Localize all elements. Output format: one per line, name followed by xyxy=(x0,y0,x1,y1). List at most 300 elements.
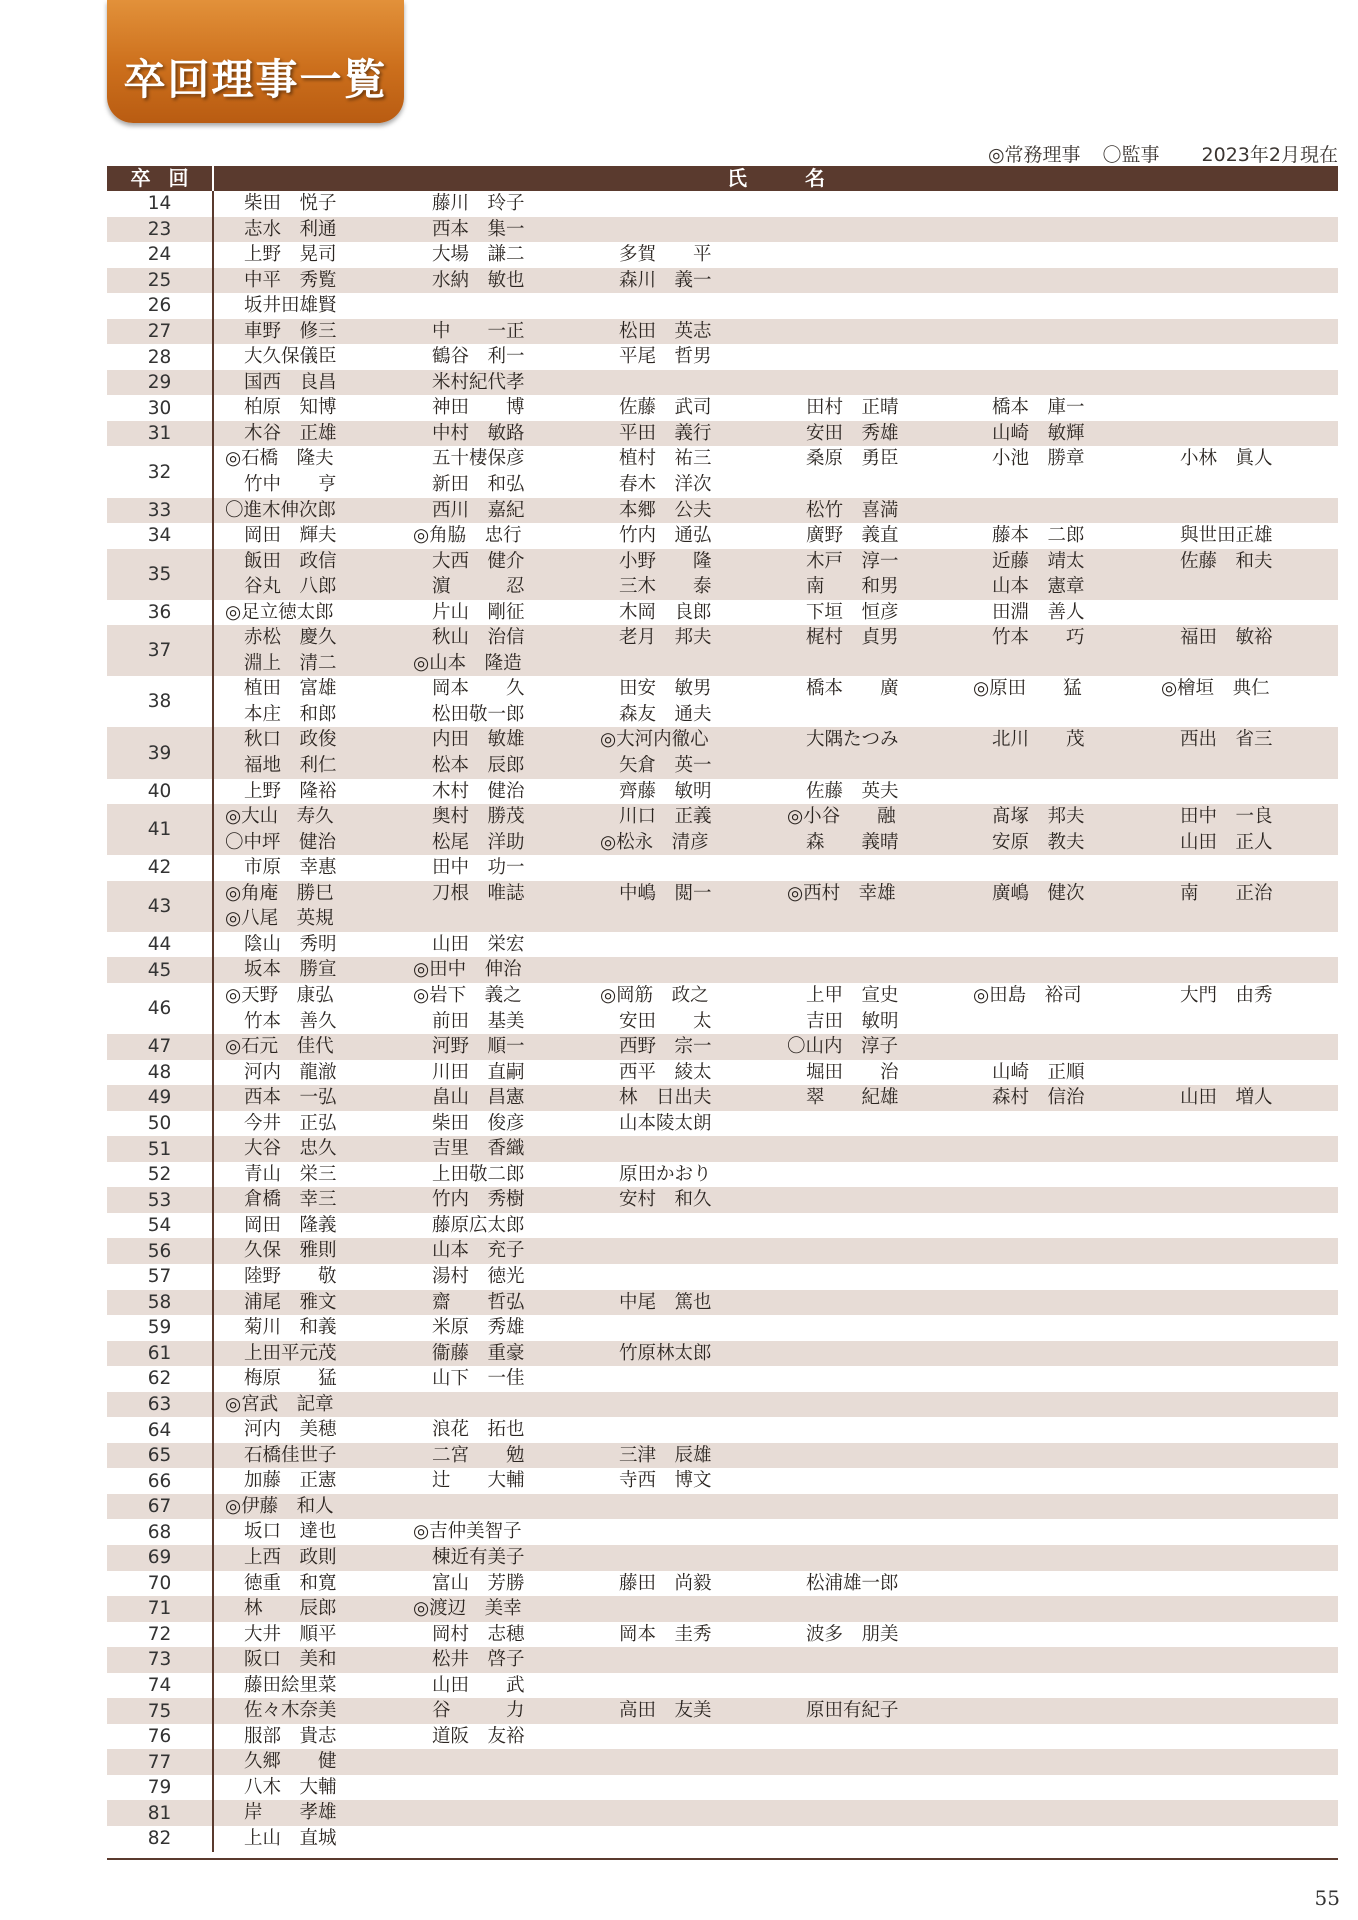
director-name: 淵上 清二 xyxy=(244,652,337,674)
director-name: 谷丸 八郎 xyxy=(244,576,337,598)
names-cell xyxy=(214,983,1338,1034)
director-name: 大隅たつみ xyxy=(806,729,899,751)
director-name: 桑原 勇臣 xyxy=(806,448,899,470)
class-year-cell: 46 xyxy=(107,983,214,1034)
table-row xyxy=(107,855,1338,881)
table-row xyxy=(107,217,1338,243)
class-year-cell: 41 xyxy=(107,804,214,855)
director-name: 植村 祐三 xyxy=(619,448,712,470)
table-row xyxy=(107,1060,1338,1086)
director-name: 木戸 淳一 xyxy=(806,550,899,572)
director-name: 岸 孝雄 xyxy=(244,1802,337,1824)
names-cell xyxy=(214,523,1338,549)
director-name: ◎足立徳太郎 xyxy=(225,601,334,623)
director-name: 川田 直嗣 xyxy=(432,1061,525,1083)
director-name: 柏原 知博 xyxy=(244,397,337,419)
director-name: 竹本 巧 xyxy=(992,627,1085,649)
name-line xyxy=(214,1443,1338,1469)
director-name: 秋口 政俊 xyxy=(244,729,337,751)
director-name: ◎檜垣 典仁 xyxy=(1161,678,1270,700)
director-name: 本郷 公夫 xyxy=(619,499,712,521)
names-cell xyxy=(214,1162,1338,1188)
name-line xyxy=(214,370,1338,396)
director-name: 上甲 宣史 xyxy=(806,984,899,1006)
class-year-cell: 71 xyxy=(107,1596,214,1622)
director-name: 河内 美穂 xyxy=(244,1419,337,1441)
director-name: ◎伊藤 和人 xyxy=(225,1495,334,1517)
director-name: 山崎 敏輝 xyxy=(992,422,1085,444)
class-year-cell: 38 xyxy=(107,676,214,727)
class-year-cell: 32 xyxy=(107,446,214,497)
class-year-cell: 79 xyxy=(107,1775,214,1801)
names-cell xyxy=(214,600,1338,626)
class-year-cell: 68 xyxy=(107,1519,214,1545)
director-name: 三津 辰雄 xyxy=(619,1444,712,1466)
director-name: 植田 富雄 xyxy=(244,678,337,700)
director-name: 山田 増人 xyxy=(1180,1087,1273,1109)
names-cell xyxy=(214,1673,1338,1699)
names-cell xyxy=(214,191,1338,217)
director-name: ◎大山 寿久 xyxy=(225,806,334,828)
class-year-cell: 50 xyxy=(107,1111,214,1137)
name-line xyxy=(214,421,1338,447)
name-line xyxy=(214,217,1338,243)
class-year-cell: 42 xyxy=(107,855,214,881)
director-name: 新田 和弘 xyxy=(432,474,525,496)
name-line xyxy=(214,676,1338,702)
director-name: 鶴谷 利一 xyxy=(432,346,525,368)
names-cell xyxy=(214,217,1338,243)
table-row xyxy=(107,1826,1338,1852)
class-year-cell: 81 xyxy=(107,1800,214,1826)
name-line xyxy=(214,574,1338,600)
director-name: 木谷 正雄 xyxy=(244,422,337,444)
table-row xyxy=(107,523,1338,549)
director-name: 八木 大輔 xyxy=(244,1776,337,1798)
table-row xyxy=(107,1800,1338,1826)
director-name: ◎宮武 記章 xyxy=(225,1393,334,1415)
director-name: 神田 博 xyxy=(432,397,525,419)
name-line xyxy=(214,191,1338,217)
table-row xyxy=(107,1698,1338,1724)
table-row xyxy=(107,1417,1338,1443)
table-row xyxy=(107,1775,1338,1801)
class-year-cell: 66 xyxy=(107,1468,214,1494)
director-name: 西本 一弘 xyxy=(244,1087,337,1109)
director-name: 〇山内 淳子 xyxy=(787,1036,899,1058)
director-name: 原田かおり xyxy=(619,1163,712,1185)
class-year-cell: 51 xyxy=(107,1136,214,1162)
names-cell xyxy=(214,625,1338,676)
director-name: 橋本 庫一 xyxy=(992,397,1085,419)
director-name: 竹原林太郎 xyxy=(619,1342,712,1364)
name-line xyxy=(214,1417,1338,1443)
director-name: 中嶋 閲一 xyxy=(619,882,712,904)
director-name: 坂井田雄賢 xyxy=(244,295,337,317)
page-title: 卒回理事一覧 xyxy=(123,55,388,104)
name-line xyxy=(214,549,1338,575)
table-row xyxy=(107,1519,1338,1545)
names-cell xyxy=(214,1494,1338,1520)
class-year-cell: 65 xyxy=(107,1443,214,1469)
table-row xyxy=(107,268,1338,294)
name-line xyxy=(214,1647,1338,1673)
name-line xyxy=(214,804,1338,830)
class-year-cell: 24 xyxy=(107,242,214,268)
legend xyxy=(988,140,1338,167)
names-cell xyxy=(214,1519,1338,1545)
director-name: 前田 基美 xyxy=(432,1010,525,1032)
names-cell xyxy=(214,1775,1338,1801)
director-name: 畠山 昌憲 xyxy=(432,1087,525,1109)
director-name: 竹本 善久 xyxy=(244,1010,337,1032)
director-name: 衞藤 重豪 xyxy=(432,1342,525,1364)
director-name: 青山 栄三 xyxy=(244,1163,337,1185)
class-year-cell: 69 xyxy=(107,1545,214,1571)
name-line xyxy=(214,344,1338,370)
director-name: 森村 信治 xyxy=(992,1087,1085,1109)
director-name: 高田 友美 xyxy=(619,1700,712,1722)
director-name: 田中 功一 xyxy=(432,857,525,879)
name-line xyxy=(214,472,1338,498)
names-cell xyxy=(214,676,1338,727)
director-name: 陰山 秀明 xyxy=(244,933,337,955)
director-name: 山田 正人 xyxy=(1180,831,1273,853)
director-name: ◎天野 康弘 xyxy=(225,984,334,1006)
director-name: 志水 利通 xyxy=(244,218,337,240)
class-year-cell: 76 xyxy=(107,1724,214,1750)
director-name: 梶村 貞男 xyxy=(806,627,899,649)
class-year-cell: 30 xyxy=(107,395,214,421)
table-row xyxy=(107,1238,1338,1264)
names-cell xyxy=(214,1622,1338,1648)
table-row xyxy=(107,1571,1338,1597)
names-cell xyxy=(214,344,1338,370)
table-row xyxy=(107,549,1338,600)
table-row xyxy=(107,1213,1338,1239)
class-year-cell: 29 xyxy=(107,370,214,396)
table-row xyxy=(107,1647,1338,1673)
table-row xyxy=(107,421,1338,447)
director-name: 米村紀代孝 xyxy=(432,371,525,393)
table-row xyxy=(107,804,1338,855)
director-name: 陸野 敬 xyxy=(244,1265,337,1287)
class-year-cell: 39 xyxy=(107,727,214,778)
class-year-cell: 70 xyxy=(107,1571,214,1597)
table-row xyxy=(107,1545,1338,1571)
director-name: 大久保儀臣 xyxy=(244,346,337,368)
table-row xyxy=(107,1443,1338,1469)
class-year-cell: 58 xyxy=(107,1290,214,1316)
director-name: 山本 憲章 xyxy=(992,576,1085,598)
director-name: 下垣 恒彦 xyxy=(806,601,899,623)
name-line xyxy=(214,1775,1338,1801)
table-row xyxy=(107,932,1338,958)
director-name: 近藤 靖太 xyxy=(992,550,1085,572)
class-year-cell: 62 xyxy=(107,1366,214,1392)
director-name: 加藤 正憲 xyxy=(244,1470,337,1492)
name-line xyxy=(214,881,1338,907)
table-row xyxy=(107,1341,1338,1367)
director-name: ◎田島 裕司 xyxy=(973,984,1082,1006)
class-year-cell: 53 xyxy=(107,1187,214,1213)
director-name: 佐藤 和夫 xyxy=(1180,550,1273,572)
director-name: 竹内 秀樹 xyxy=(432,1189,525,1211)
names-cell xyxy=(214,957,1338,983)
director-name: 安田 太 xyxy=(619,1010,712,1032)
names-cell xyxy=(214,1800,1338,1826)
director-name: 道阪 友裕 xyxy=(432,1725,525,1747)
director-name: ◎西村 幸雄 xyxy=(787,882,896,904)
name-line xyxy=(214,1315,1338,1341)
director-name: 山田 武 xyxy=(432,1674,525,1696)
names-cell xyxy=(214,319,1338,345)
director-name: ◎角庵 勝巳 xyxy=(225,882,334,904)
class-year-cell: 25 xyxy=(107,268,214,294)
names-cell xyxy=(214,1264,1338,1290)
names-cell xyxy=(214,855,1338,881)
class-year-cell: 31 xyxy=(107,421,214,447)
director-name: ◎松永 清彦 xyxy=(600,831,709,853)
class-year-cell: 35 xyxy=(107,549,214,600)
names-cell xyxy=(214,1647,1338,1673)
director-name: 今井 正弘 xyxy=(244,1112,337,1134)
table-row xyxy=(107,727,1338,778)
director-name: 平尾 哲男 xyxy=(619,346,712,368)
name-line xyxy=(214,319,1338,345)
table-row xyxy=(107,1622,1338,1648)
director-name: 田中 一良 xyxy=(1180,806,1273,828)
director-name: 松浦雄一郎 xyxy=(806,1572,899,1594)
director-name: 上山 直城 xyxy=(244,1828,337,1849)
names-cell xyxy=(214,293,1338,319)
director-name: 柴田 悦子 xyxy=(244,193,337,214)
name-line xyxy=(214,702,1338,728)
table-row xyxy=(107,779,1338,805)
table-row xyxy=(107,600,1338,626)
name-line xyxy=(214,1060,1338,1086)
name-line xyxy=(214,1622,1338,1648)
table-row xyxy=(107,1366,1338,1392)
director-name: 水納 敏也 xyxy=(432,269,525,291)
class-year-cell: 56 xyxy=(107,1238,214,1264)
director-name: ◎岩下 義之 xyxy=(413,984,522,1006)
names-cell xyxy=(214,779,1338,805)
director-name: 大場 謙二 xyxy=(432,244,525,266)
director-name: 岡田 輝夫 xyxy=(244,525,337,547)
name-line xyxy=(214,1673,1338,1699)
director-name: 岡村 志穂 xyxy=(432,1623,525,1645)
director-name: 齋 哲弘 xyxy=(432,1291,525,1313)
director-name: 山田 栄宏 xyxy=(432,933,525,955)
director-name: 三木 泰 xyxy=(619,576,712,598)
table-row xyxy=(107,1290,1338,1316)
director-name: 富山 芳勝 xyxy=(432,1572,525,1594)
director-name: 西平 綾太 xyxy=(619,1061,712,1083)
table-row xyxy=(107,1392,1338,1418)
director-name: 久郷 健 xyxy=(244,1751,337,1773)
director-name: 山崎 正順 xyxy=(992,1061,1085,1083)
director-name: 片山 剛征 xyxy=(432,601,525,623)
director-name: 岡田 隆義 xyxy=(244,1214,337,1236)
director-name: 廣野 義直 xyxy=(806,525,899,547)
name-line xyxy=(214,625,1338,651)
director-name: 徳重 和寛 xyxy=(244,1572,337,1594)
director-name: 小池 勝章 xyxy=(992,448,1085,470)
class-year-cell: 74 xyxy=(107,1673,214,1699)
table-row xyxy=(107,1749,1338,1775)
director-name: 上野 晃司 xyxy=(244,244,337,266)
names-cell xyxy=(214,1366,1338,1392)
director-name: 安原 教夫 xyxy=(992,831,1085,853)
director-name: 藤田絵里菜 xyxy=(244,1674,337,1696)
name-line xyxy=(214,753,1338,779)
director-name: 中平 秀覧 xyxy=(244,269,337,291)
table-row xyxy=(107,881,1338,932)
name-line xyxy=(214,268,1338,294)
director-name: 吉里 香織 xyxy=(432,1138,525,1160)
director-name: 浪花 拓也 xyxy=(432,1419,525,1441)
director-name: 中尾 篤也 xyxy=(619,1291,712,1313)
director-name: ◎渡辺 美幸 xyxy=(413,1598,522,1620)
director-name: 矢倉 英一 xyxy=(619,755,712,777)
director-name: 老月 邦夫 xyxy=(619,627,712,649)
director-name: 市原 幸惠 xyxy=(244,857,337,879)
names-cell xyxy=(214,1392,1338,1418)
director-name: 上西 政則 xyxy=(244,1546,337,1568)
bottom-rule xyxy=(107,1858,1338,1860)
header-name: 氏名 xyxy=(727,166,883,190)
class-year-cell: 33 xyxy=(107,498,214,524)
director-name: 谷 力 xyxy=(432,1700,525,1722)
name-line xyxy=(214,727,1338,753)
names-cell xyxy=(214,804,1338,855)
table-row xyxy=(107,319,1338,345)
table-row xyxy=(107,242,1338,268)
director-name: 中村 敏路 xyxy=(432,422,525,444)
director-name: 安田 秀雄 xyxy=(806,422,899,444)
director-name: 西本 集一 xyxy=(432,218,525,240)
director-name: 佐藤 英夫 xyxy=(806,780,899,802)
table-row xyxy=(107,676,1338,727)
name-line xyxy=(214,1238,1338,1264)
name-line xyxy=(214,651,1338,677)
name-line xyxy=(214,830,1338,856)
director-name: 小林 眞人 xyxy=(1180,448,1273,470)
director-name: 松田敬一郎 xyxy=(432,703,525,725)
name-line xyxy=(214,1341,1338,1367)
class-year-cell: 36 xyxy=(107,600,214,626)
name-line xyxy=(214,1800,1338,1826)
class-year-cell: 75 xyxy=(107,1698,214,1724)
table-row xyxy=(107,1724,1338,1750)
names-cell xyxy=(214,1034,1338,1060)
director-name: 西川 嘉紀 xyxy=(432,499,525,521)
director-name: 藤田 尚毅 xyxy=(619,1572,712,1594)
director-name: 辻 大輔 xyxy=(432,1470,525,1492)
director-name: 木岡 良郎 xyxy=(619,601,712,623)
director-name: 翠 紀雄 xyxy=(806,1087,899,1109)
table-row xyxy=(107,1111,1338,1137)
names-cell xyxy=(214,1545,1338,1571)
class-year-cell: 23 xyxy=(107,217,214,243)
class-year-cell: 27 xyxy=(107,319,214,345)
director-name: 大門 由秀 xyxy=(1180,984,1273,1006)
table-row xyxy=(107,446,1338,497)
name-line xyxy=(214,1545,1338,1571)
director-name: ◎角脇 忠行 xyxy=(413,525,522,547)
class-year-cell: 73 xyxy=(107,1647,214,1673)
director-name: 秋山 治信 xyxy=(432,627,525,649)
director-name: 藤川 玲子 xyxy=(432,193,525,214)
director-name: 松尾 洋助 xyxy=(432,831,525,853)
director-name: 竹中 亨 xyxy=(244,474,337,496)
table-row xyxy=(107,1136,1338,1162)
class-year-cell: 48 xyxy=(107,1060,214,1086)
director-name: 林 日出夫 xyxy=(619,1087,712,1109)
director-name: 倉橋 幸三 xyxy=(244,1189,337,1211)
name-line xyxy=(214,1749,1338,1775)
class-year-cell: 64 xyxy=(107,1417,214,1443)
name-line xyxy=(214,1698,1338,1724)
class-year-cell: 72 xyxy=(107,1622,214,1648)
director-name: 南 和男 xyxy=(806,576,899,598)
director-name: ◎八尾 英規 xyxy=(225,908,334,930)
name-line xyxy=(214,1366,1338,1392)
names-cell xyxy=(214,1290,1338,1316)
director-name: 赤松 慶久 xyxy=(244,627,337,649)
name-line xyxy=(214,1392,1338,1418)
table-row xyxy=(107,1264,1338,1290)
name-line xyxy=(214,855,1338,881)
director-name: 奥村 勝茂 xyxy=(432,806,525,828)
director-name: 上田平元茂 xyxy=(244,1342,337,1364)
director-name: 〇中坪 健治 xyxy=(225,831,337,853)
class-year-cell: 57 xyxy=(107,1264,214,1290)
names-cell xyxy=(214,1136,1338,1162)
director-name: 内田 敏雄 xyxy=(432,729,525,751)
name-line xyxy=(214,1519,1338,1545)
names-cell xyxy=(214,1315,1338,1341)
name-line xyxy=(214,1596,1338,1622)
director-name: 春木 洋次 xyxy=(619,474,712,496)
name-line xyxy=(214,957,1338,983)
director-name: 小野 隆 xyxy=(619,550,712,572)
director-name: 平田 義行 xyxy=(619,422,712,444)
table-row xyxy=(107,1162,1338,1188)
names-cell xyxy=(214,421,1338,447)
director-name: 岡本 久 xyxy=(432,678,525,700)
names-cell xyxy=(214,1060,1338,1086)
name-line xyxy=(214,1494,1338,1520)
director-name: 上田敬二郎 xyxy=(432,1163,525,1185)
director-name: 大井 順平 xyxy=(244,1623,337,1645)
name-line xyxy=(214,983,1338,1009)
director-name: 菊川 和義 xyxy=(244,1317,337,1339)
name-line xyxy=(214,600,1338,626)
name-line xyxy=(214,498,1338,524)
class-year-cell: 52 xyxy=(107,1162,214,1188)
name-line xyxy=(214,932,1338,958)
table-row xyxy=(107,293,1338,319)
name-line xyxy=(214,1826,1338,1852)
director-name: 久保 雅則 xyxy=(244,1240,337,1262)
legend-managing: ◎常務理事 xyxy=(987,144,1081,166)
class-year-cell: 77 xyxy=(107,1749,214,1775)
table-row xyxy=(107,395,1338,421)
class-year-cell: 59 xyxy=(107,1315,214,1341)
names-cell xyxy=(214,1596,1338,1622)
